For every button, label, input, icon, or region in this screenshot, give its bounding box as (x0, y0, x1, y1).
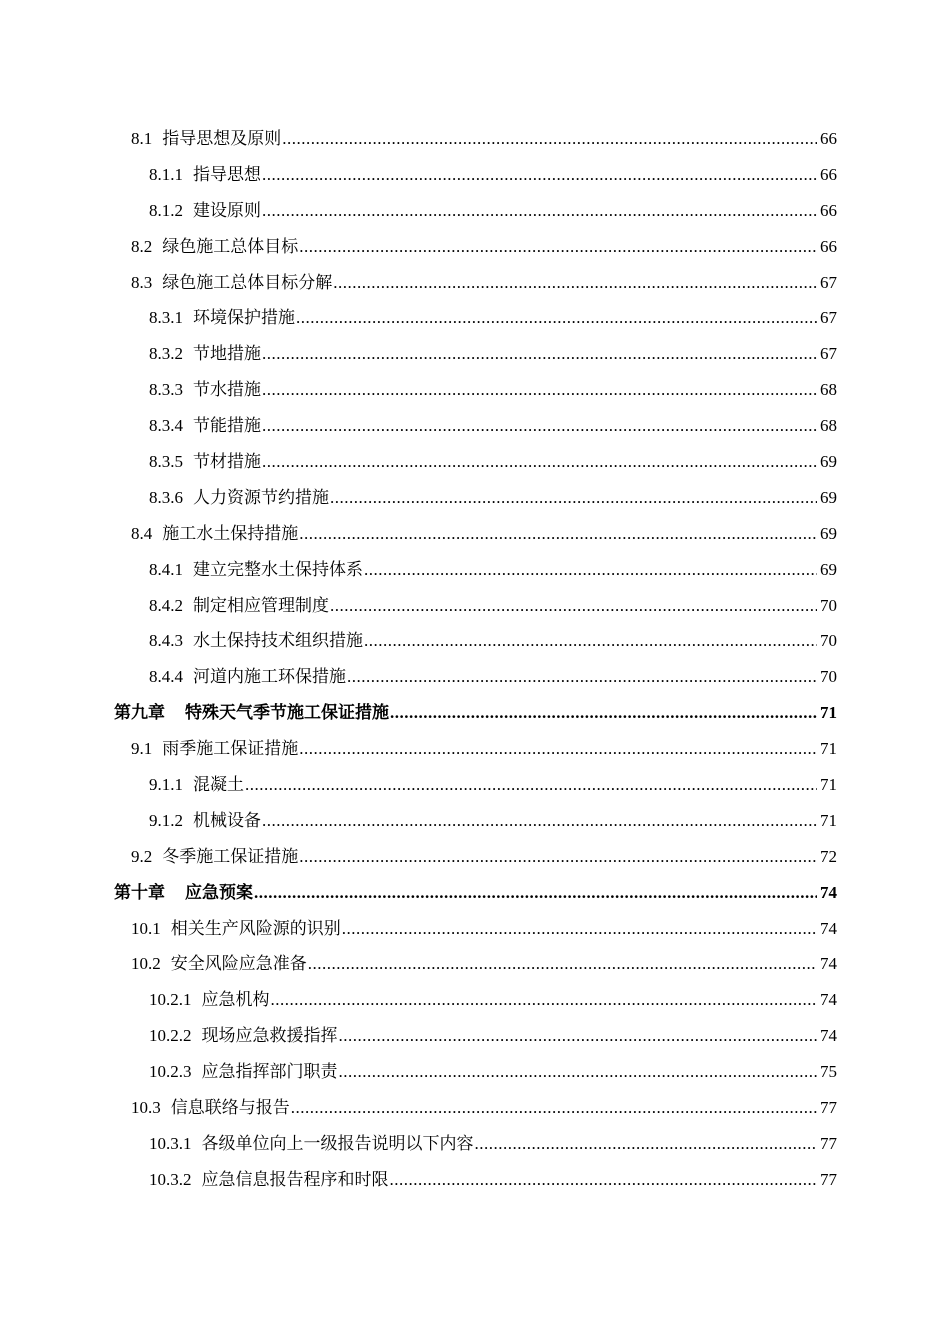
toc-entry-page: 67 (819, 336, 837, 372)
toc-entry-title: 建设原则 (193, 200, 261, 220)
toc-entry-title: 指导思想 (193, 164, 261, 184)
toc-leader-dots (330, 588, 817, 624)
toc-entry-number: 8.2 (131, 236, 153, 256)
toc-entry-page: 68 (819, 408, 837, 444)
toc-entry[interactable] (0, 767, 950, 803)
toc-entry[interactable] (0, 157, 950, 193)
toc-entry-title: 雨季施工保证措施 (162, 739, 299, 759)
toc-entry[interactable] (0, 300, 950, 336)
toc-entry-page: 69 (819, 552, 837, 588)
toc-entry[interactable] (0, 1054, 950, 1090)
toc-entry-number: 10.1 (131, 918, 161, 938)
toc-leader-dots (254, 875, 817, 911)
toc-entry-title: 安全风险应急准备 (170, 954, 307, 974)
toc-leader-dots (262, 408, 817, 444)
toc-entry-title: 绿色施工总体目标 (162, 236, 299, 256)
toc-entry-title: 制定相应管理制度 (193, 595, 329, 615)
toc-entry[interactable] (0, 1018, 950, 1054)
toc-entry-number: 10.3.1 (149, 1133, 192, 1153)
toc-leader-dots (339, 1054, 818, 1090)
toc-leader-dots (262, 157, 817, 193)
toc-entry-number: 8.1.2 (149, 200, 183, 220)
toc-entry-title: 信息联络与报告 (170, 1098, 290, 1118)
toc-entry[interactable] (0, 731, 950, 767)
toc-leader-dots (262, 372, 817, 408)
toc-leader-dots (262, 803, 817, 839)
toc-entry-title: 节材措施 (193, 452, 261, 472)
toc-entry-number: 10.2 (131, 954, 161, 974)
toc-entry[interactable] (0, 1090, 950, 1126)
toc-leader-dots (299, 229, 817, 265)
toc-entry-title: 施工水土保持措施 (162, 523, 299, 543)
toc-entry-number: 8.4.3 (149, 631, 183, 651)
toc-entry-title: 应急指挥部门职责 (201, 1062, 338, 1082)
toc-entry[interactable] (0, 946, 950, 982)
toc-chapter-entry[interactable] (0, 695, 950, 731)
toc-leader-dots (364, 552, 817, 588)
toc-leader-dots (299, 731, 817, 767)
toc-entry-page: 72 (819, 839, 837, 875)
toc-entry-page: 68 (819, 372, 837, 408)
toc-leader-dots (330, 480, 817, 516)
toc-entry[interactable] (0, 803, 950, 839)
toc-entry[interactable] (0, 336, 950, 372)
toc-entry-page: 71 (819, 695, 837, 731)
toc-entry-page: 74 (819, 946, 837, 982)
toc-entry-title: 人力资源节约措施 (193, 487, 329, 507)
toc-entry[interactable] (0, 265, 950, 301)
toc-entry[interactable] (0, 552, 950, 588)
toc-leader-dots (271, 982, 818, 1018)
toc-entry-number: 8.3 (131, 272, 153, 292)
toc-entry-number: 8.3.6 (149, 487, 183, 507)
toc-entry-title: 应急信息报告程序和时限 (201, 1169, 389, 1189)
toc-entry-number: 8.3.3 (149, 380, 183, 400)
toc-entry-page: 77 (819, 1126, 837, 1162)
toc-leader-dots (299, 516, 817, 552)
toc-entry-page: 70 (819, 659, 837, 695)
toc-leader-dots (282, 121, 817, 157)
toc-entry-title: 节能措施 (193, 416, 261, 436)
toc-chapter-entry[interactable] (0, 875, 950, 911)
toc-entry-page: 70 (819, 588, 837, 624)
toc-entry-number: 8.4.2 (149, 595, 183, 615)
toc-entry-page: 71 (819, 731, 837, 767)
toc-entry-page: 67 (819, 300, 837, 336)
toc-entry-page: 69 (819, 516, 837, 552)
toc-entry-number: 9.1.2 (149, 810, 183, 830)
toc-entry-number: 10.3 (131, 1098, 161, 1118)
toc-entry-number: 8.4.4 (149, 667, 183, 687)
toc-leader-dots (262, 444, 817, 480)
toc-entry-title: 应急预案 (185, 882, 253, 902)
toc-entry-number: 第十章 (114, 882, 165, 902)
toc-entry-number: 9.2 (131, 846, 153, 866)
toc-entry-page: 75 (819, 1054, 837, 1090)
toc-entry-page: 69 (819, 480, 837, 516)
toc-leader-dots (333, 265, 817, 301)
toc-entry-page: 66 (819, 157, 837, 193)
toc-entry-title: 混凝土 (193, 775, 244, 795)
toc-entry-page: 69 (819, 444, 837, 480)
toc-entry-number: 8.1.1 (149, 164, 183, 184)
toc-entry[interactable] (0, 588, 950, 624)
toc-entry-page: 77 (819, 1090, 837, 1126)
table-of-contents (0, 121, 950, 1198)
toc-entry-page: 66 (819, 229, 837, 265)
toc-entry-title: 现场应急救援指挥 (201, 1026, 338, 1046)
toc-entry-number: 9.1 (131, 739, 153, 759)
toc-entry[interactable] (0, 480, 950, 516)
toc-entry[interactable] (0, 982, 950, 1018)
toc-entry-title: 应急机构 (201, 990, 270, 1010)
toc-leader-dots (262, 193, 817, 229)
toc-entry-page: 70 (819, 623, 837, 659)
toc-entry-number: 10.2.1 (149, 990, 192, 1010)
toc-leader-dots (339, 1018, 818, 1054)
toc-entry-page: 66 (819, 121, 837, 157)
toc-entry-number: 10.2.3 (149, 1062, 192, 1082)
toc-leader-dots (475, 1126, 818, 1162)
toc-entry[interactable] (0, 121, 950, 157)
toc-entry-number: 8.4 (131, 523, 153, 543)
toc-entry[interactable] (0, 408, 950, 444)
toc-leader-dots (347, 659, 817, 695)
toc-leader-dots (262, 336, 817, 372)
toc-entry-number: 8.4.1 (149, 559, 183, 579)
toc-entry-title: 机械设备 (193, 810, 261, 830)
toc-entry-title: 各级单位向上一级报告说明以下内容 (201, 1133, 474, 1153)
toc-entry-number: 10.2.2 (149, 1026, 192, 1046)
toc-entry[interactable] (0, 623, 950, 659)
toc-entry-title: 节地措施 (193, 344, 261, 364)
toc-entry-page: 77 (819, 1162, 837, 1198)
toc-leader-dots (390, 695, 817, 731)
toc-entry-title: 节水措施 (193, 380, 261, 400)
toc-entry-title: 环境保护措施 (193, 308, 295, 328)
toc-leader-dots (296, 300, 817, 336)
toc-entry[interactable] (0, 193, 950, 229)
toc-entry-title: 绿色施工总体目标分解 (162, 272, 333, 292)
toc-entry[interactable] (0, 911, 950, 947)
toc-entry-number: 8.3.4 (149, 416, 183, 436)
toc-entry-number: 8.3.5 (149, 452, 183, 472)
toc-entry-number: 10.3.2 (149, 1169, 192, 1189)
toc-entry-page: 74 (819, 982, 837, 1018)
toc-entry[interactable] (0, 839, 950, 875)
toc-entry-page: 74 (819, 875, 837, 911)
toc-entry-title: 水土保持技术组织措施 (193, 631, 363, 651)
toc-entry-title: 河道内施工环保措施 (193, 667, 346, 687)
toc-entry[interactable] (0, 516, 950, 552)
toc-entry[interactable] (0, 229, 950, 265)
toc-entry-page: 66 (819, 193, 837, 229)
toc-leader-dots (342, 911, 817, 947)
toc-entry-title: 建立完整水土保持体系 (193, 559, 363, 579)
toc-entry-number: 8.1 (131, 129, 153, 148)
toc-entry-page: 71 (819, 803, 837, 839)
toc-entry-number: 8.3.2 (149, 344, 183, 364)
toc-entry[interactable] (0, 1162, 950, 1198)
toc-leader-dots (299, 839, 817, 875)
toc-entry-number: 8.3.1 (149, 308, 183, 328)
toc-entry[interactable] (0, 372, 950, 408)
toc-entry[interactable] (0, 1126, 950, 1162)
toc-entry-title: 特殊天气季节施工保证措施 (185, 703, 389, 723)
toc-entry-page: 71 (819, 767, 837, 803)
toc-entry-page: 67 (819, 265, 837, 301)
toc-entry-title: 冬季施工保证措施 (162, 846, 299, 866)
toc-entry-number: 9.1.1 (149, 775, 183, 795)
toc-leader-dots (291, 1090, 817, 1126)
toc-entry-page: 74 (819, 1018, 837, 1054)
toc-leader-dots (364, 623, 817, 659)
toc-leader-dots (245, 767, 817, 803)
toc-leader-dots (308, 946, 817, 982)
toc-entry-number: 第九章 (114, 703, 165, 723)
toc-entry[interactable] (0, 659, 950, 695)
toc-entry-title: 相关生产风险源的识别 (170, 918, 341, 938)
toc-entry[interactable] (0, 444, 950, 480)
toc-leader-dots (390, 1162, 818, 1198)
toc-entry-page: 74 (819, 911, 837, 947)
toc-entry-title: 指导思想及原则 (162, 129, 282, 148)
